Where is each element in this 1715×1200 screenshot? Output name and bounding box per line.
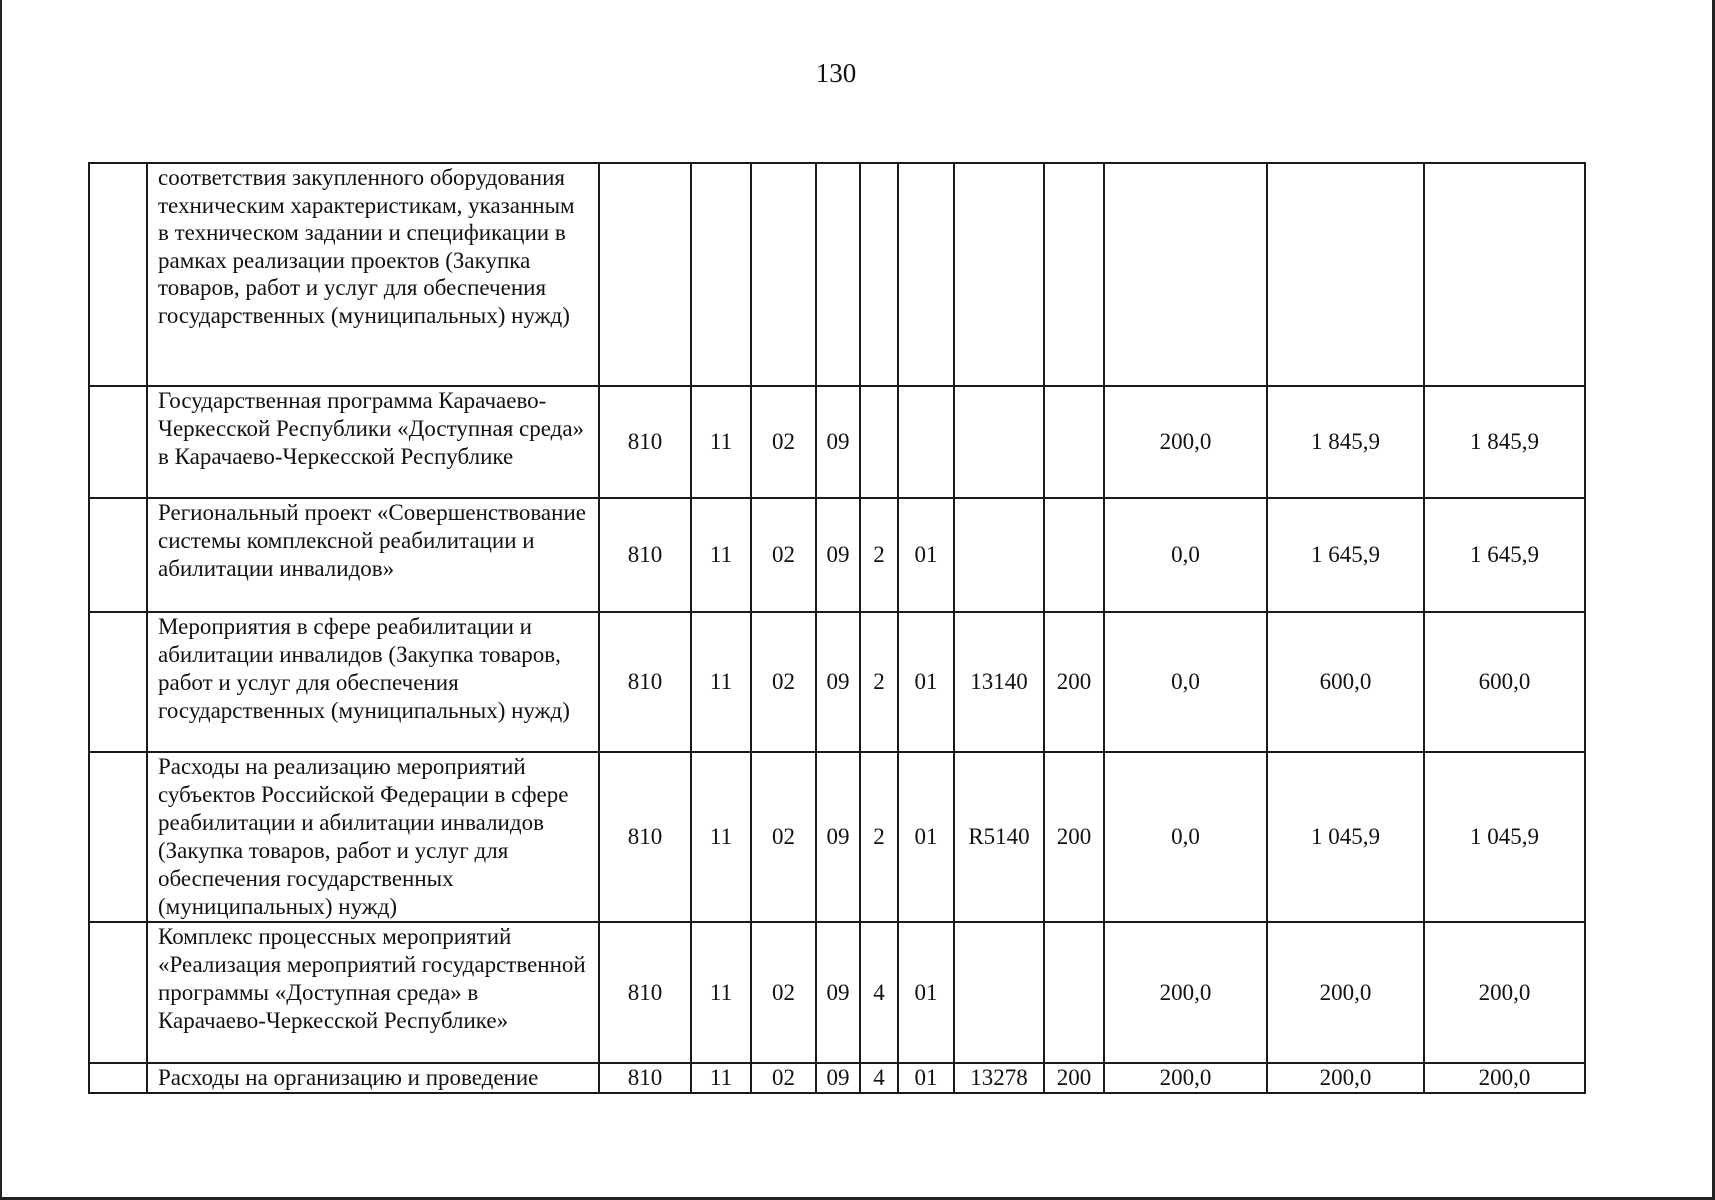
page-number: 130 [815, 58, 857, 88]
target-article-structure-cell: 01 [898, 752, 954, 922]
target-article-program-cell: 09 [816, 1063, 860, 1093]
table-row [89, 386, 1585, 498]
expense-type-cell: 200 [1044, 752, 1104, 922]
target-article-type-cell: 2 [860, 498, 898, 612]
description-cell: Расходы на реализацию мероприятий субъектов Российской Федерации в сфере реабилитации и абилитации инвалидов (Закупка товаров, работ и услуг для обеспечения государственных (муниципальных) нужд) [147, 752, 599, 922]
amount-year1-cell: 0,0 [1104, 752, 1267, 922]
amount-year3-cell: 200,0 [1424, 1063, 1585, 1093]
expense-type-cell: 200 [1044, 612, 1104, 752]
page-edge-left [0, 0, 2, 1200]
amount-year2-cell [1267, 163, 1424, 386]
amount-year1-cell: 200,0 [1104, 922, 1267, 1063]
table-row [89, 498, 1585, 612]
ved-cell: 810 [599, 1063, 691, 1093]
target-article-direction-cell: 13278 [954, 1063, 1044, 1093]
amount-year1-cell: 200,0 [1104, 386, 1267, 498]
budget-table [88, 162, 1586, 1094]
row-number-cell [89, 752, 147, 922]
table-row [89, 752, 1585, 922]
target-article-program-cell: 09 [816, 922, 860, 1063]
expense-type-cell [1044, 163, 1104, 386]
amount-year2-cell: 1 645,9 [1267, 498, 1424, 612]
target-article-program-cell: 09 [816, 386, 860, 498]
amount-year1-cell: 0,0 [1104, 498, 1267, 612]
target-article-direction-cell [954, 163, 1044, 386]
description-cell: соответствия закупленного оборудования техническим характеристикам, указанным в техническом задании и спецификации в рамках реализации проектов (Закупка товаров, работ и услуг для обеспечения государственных (муниципальных) нужд) [147, 163, 599, 386]
amount-year3-cell [1424, 163, 1585, 386]
ved-cell: 810 [599, 922, 691, 1063]
row-number-cell [89, 163, 147, 386]
amount-year3-cell: 600,0 [1424, 612, 1585, 752]
expense-type-cell: 200 [1044, 1063, 1104, 1093]
subsection-cell: 02 [751, 386, 816, 498]
table-row [89, 612, 1585, 752]
ved-cell: 810 [599, 752, 691, 922]
subsection-cell: 02 [751, 1063, 816, 1093]
section-cell: 11 [691, 1063, 751, 1093]
amount-year3-cell: 1 645,9 [1424, 498, 1585, 612]
expense-type-cell [1044, 498, 1104, 612]
target-article-type-cell: 4 [860, 922, 898, 1063]
subsection-cell [751, 163, 816, 386]
table-row [89, 163, 1585, 386]
amount-year2-cell: 600,0 [1267, 612, 1424, 752]
amount-year1-cell [1104, 163, 1267, 386]
target-article-structure-cell: 01 [898, 612, 954, 752]
amount-year3-cell: 200,0 [1424, 922, 1585, 1063]
section-cell [691, 163, 751, 386]
description-cell: Мероприятия в сфере реабилитации и абилитации инвалидов (Закупка товаров, работ и услуг для обеспечения государственных (муниципальных) нужд) [147, 612, 599, 752]
expense-type-cell [1044, 922, 1104, 1063]
section-cell: 11 [691, 922, 751, 1063]
target-article-program-cell: 09 [816, 498, 860, 612]
target-article-program-cell: 09 [816, 612, 860, 752]
amount-year3-cell: 1 845,9 [1424, 386, 1585, 498]
target-article-type-cell [860, 386, 898, 498]
ved-cell: 810 [599, 612, 691, 752]
target-article-direction-cell [954, 386, 1044, 498]
section-cell: 11 [691, 752, 751, 922]
description-cell: Расходы на организацию и проведение [147, 1063, 599, 1093]
target-article-structure-cell [898, 386, 954, 498]
target-article-direction-cell [954, 498, 1044, 612]
expense-type-cell [1044, 386, 1104, 498]
target-article-type-cell: 2 [860, 612, 898, 752]
target-article-direction-cell: R5140 [954, 752, 1044, 922]
target-article-program-cell: 09 [816, 752, 860, 922]
table-row [89, 922, 1585, 1063]
description-cell: Государственная программа Карачаево-Черкесской Республики «Доступная среда» в Карачаево-Черкесской Республике [147, 386, 599, 498]
ved-cell: 810 [599, 498, 691, 612]
target-article-structure-cell: 01 [898, 1063, 954, 1093]
section-cell: 11 [691, 498, 751, 612]
row-number-cell [89, 612, 147, 752]
target-article-type-cell: 2 [860, 752, 898, 922]
amount-year2-cell: 1 045,9 [1267, 752, 1424, 922]
target-article-type-cell [860, 163, 898, 386]
row-number-cell [89, 1063, 147, 1093]
amount-year1-cell: 0,0 [1104, 612, 1267, 752]
row-number-cell [89, 498, 147, 612]
amount-year2-cell: 200,0 [1267, 922, 1424, 1063]
target-article-direction-cell: 13140 [954, 612, 1044, 752]
subsection-cell: 02 [751, 498, 816, 612]
row-number-cell [89, 386, 147, 498]
target-article-type-cell: 4 [860, 1063, 898, 1093]
table-row [89, 1063, 1585, 1093]
subsection-cell: 02 [751, 612, 816, 752]
description-cell: Региональный проект «Совершенствование системы комплексной реабилитации и абилитации инвалидов» [147, 498, 599, 612]
section-cell: 11 [691, 612, 751, 752]
row-number-cell [89, 922, 147, 1063]
target-article-structure-cell: 01 [898, 922, 954, 1063]
target-article-structure-cell: 01 [898, 498, 954, 612]
amount-year1-cell: 200,0 [1104, 1063, 1267, 1093]
subsection-cell: 02 [751, 752, 816, 922]
section-cell: 11 [691, 386, 751, 498]
amount-year2-cell: 1 845,9 [1267, 386, 1424, 498]
ved-cell: 810 [599, 386, 691, 498]
amount-year3-cell: 1 045,9 [1424, 752, 1585, 922]
amount-year2-cell: 200,0 [1267, 1063, 1424, 1093]
target-article-structure-cell [898, 163, 954, 386]
description-cell: Комплекс процессных мероприятий «Реализация мероприятий государственной программы «Доступная среда» в Карачаево-Черкесской Республике» [147, 922, 599, 1063]
ved-cell [599, 163, 691, 386]
target-article-direction-cell [954, 922, 1044, 1063]
subsection-cell: 02 [751, 922, 816, 1063]
target-article-program-cell [816, 163, 860, 386]
